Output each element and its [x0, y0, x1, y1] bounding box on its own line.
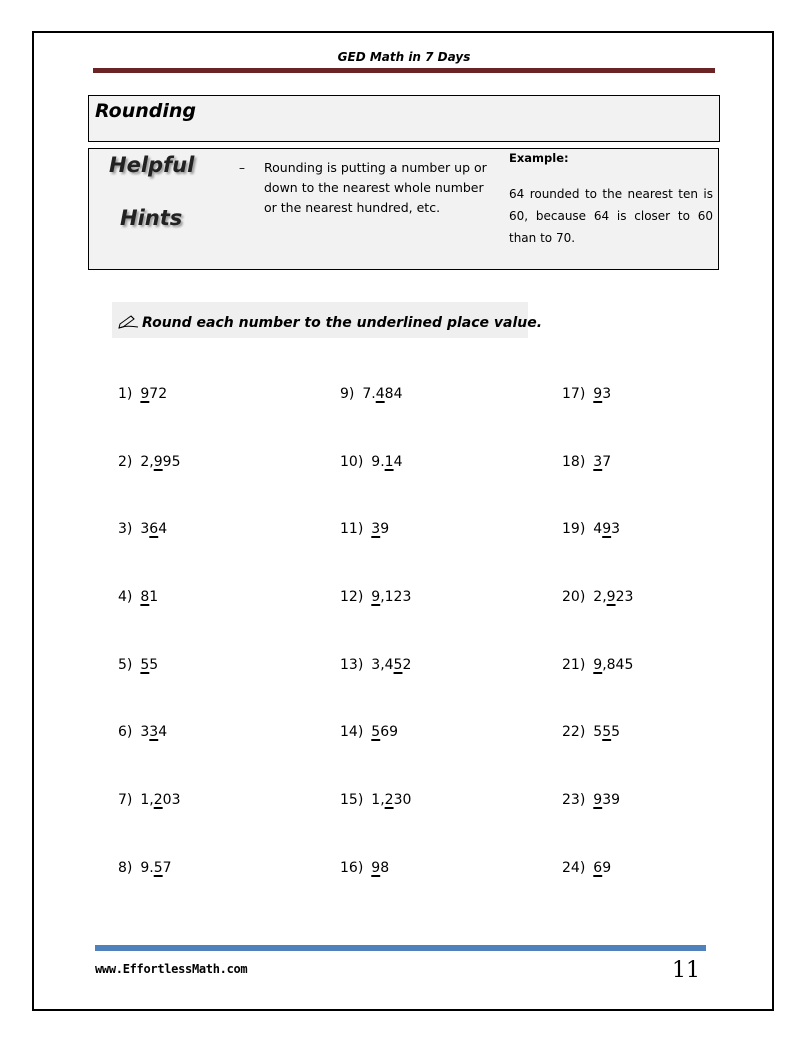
- problem-item: [562, 521, 620, 537]
- problem-number: 16): [340, 860, 364, 876]
- problem-value: [593, 724, 620, 740]
- problem-number: 4): [118, 589, 133, 605]
- underlined-digit: 5: [393, 657, 403, 673]
- value-prefix: 2,: [140, 454, 154, 470]
- problem-item: [340, 589, 411, 605]
- value-suffix: 69: [380, 724, 399, 740]
- problem-number: 19): [562, 521, 586, 537]
- problem-number: 20): [562, 589, 586, 605]
- problem-value: [371, 792, 411, 808]
- value-suffix: 23: [615, 589, 634, 605]
- problem-number: 8): [118, 860, 133, 876]
- problem-item: [340, 521, 389, 537]
- problem-item: [562, 454, 611, 470]
- value-suffix: 9: [380, 521, 390, 537]
- underlined-digit: 6: [593, 860, 603, 876]
- underlined-digit: 9: [140, 386, 150, 402]
- problem-value: [140, 386, 167, 402]
- problem-value: [140, 792, 180, 808]
- problem-value: [593, 589, 633, 605]
- value-prefix: 5: [593, 724, 603, 740]
- problem-value: [371, 589, 411, 605]
- pencil-icon: [118, 313, 140, 329]
- value-suffix: 4: [393, 454, 403, 470]
- problem-item: [340, 792, 411, 808]
- value-suffix: 8: [380, 860, 390, 876]
- problem-number: 22): [562, 724, 586, 740]
- footer-website: www.EffortlessMath.com: [95, 962, 248, 976]
- problem-value: [371, 454, 402, 470]
- problem-value: [593, 386, 611, 402]
- problem-value: [371, 724, 398, 740]
- problem-number: 1): [118, 386, 133, 402]
- underlined-digit: 3: [149, 724, 159, 740]
- problem-value: [593, 860, 611, 876]
- problem-number: 6): [118, 724, 133, 740]
- hint-text: Rounding is putting a number up or down to the nearest whole number or the nearest hundred, etc.: [264, 160, 487, 215]
- underlined-digit: 5: [371, 724, 381, 740]
- hints-title-hints: Hints: [120, 206, 183, 230]
- problem-item: [118, 792, 180, 808]
- problem-item: [118, 521, 167, 537]
- problem-value: [140, 657, 158, 673]
- problem-item: [118, 724, 167, 740]
- value-prefix: 9.: [371, 454, 385, 470]
- underlined-digit: 1: [384, 454, 394, 470]
- underlined-digit: 9: [606, 589, 616, 605]
- underlined-digit: 9: [153, 454, 163, 470]
- value-suffix: ,845: [602, 657, 634, 673]
- problem-number: 11): [340, 521, 364, 537]
- problem-value: [140, 860, 171, 876]
- problem-item: [340, 386, 402, 402]
- section-title: Rounding: [95, 100, 197, 122]
- problem-value: [371, 860, 389, 876]
- underlined-digit: 6: [149, 521, 159, 537]
- problem-value: [371, 657, 411, 673]
- problem-item: [118, 386, 167, 402]
- problem-number: 18): [562, 454, 586, 470]
- value-suffix: 4: [158, 724, 168, 740]
- problem-value: [140, 454, 180, 470]
- problem-value: [140, 589, 158, 605]
- value-prefix: 1,: [140, 792, 154, 808]
- problem-item: [118, 454, 180, 470]
- footer-rule: [95, 945, 706, 951]
- problem-value: [140, 724, 167, 740]
- value-prefix: 3: [140, 724, 150, 740]
- value-suffix: 5: [149, 657, 159, 673]
- underlined-digit: 3: [371, 521, 381, 537]
- underlined-digit: 9: [371, 860, 381, 876]
- problem-number: 17): [562, 386, 586, 402]
- value-suffix: ,123: [380, 589, 412, 605]
- problem-item: [340, 454, 402, 470]
- problem-value: [593, 792, 620, 808]
- underlined-digit: 5: [602, 724, 612, 740]
- problem-number: 13): [340, 657, 364, 673]
- problem-number: 10): [340, 454, 364, 470]
- problem-item: [118, 657, 158, 673]
- underlined-digit: 9: [593, 386, 603, 402]
- problem-value: [371, 521, 389, 537]
- problem-value: [593, 657, 633, 673]
- problem-item: [562, 724, 620, 740]
- problem-number: 15): [340, 792, 364, 808]
- underlined-digit: 9: [593, 657, 603, 673]
- problem-number: 14): [340, 724, 364, 740]
- value-suffix: 9: [602, 860, 612, 876]
- problem-item: [562, 657, 633, 673]
- example-label: Example:: [509, 151, 569, 165]
- problem-item: [118, 589, 158, 605]
- value-suffix: 72: [149, 386, 168, 402]
- hints-title-helpful: Helpful: [109, 153, 195, 177]
- problem-item: [340, 860, 389, 876]
- header-rule: [93, 68, 715, 73]
- instruction-box: [112, 302, 543, 338]
- hint-bullet: –: [239, 161, 245, 175]
- problem-number: 3): [118, 521, 133, 537]
- value-suffix: 3: [611, 521, 621, 537]
- problem-number: 7): [118, 792, 133, 808]
- header-title: GED Math in 7 Days: [337, 50, 471, 64]
- underlined-digit: 5: [140, 657, 150, 673]
- example-text: 64 rounded to the nearest ten is 60, because 64 is closer to 60 than to 70.: [509, 187, 713, 245]
- instruction-text: Round each number to the underlined place value.: [142, 315, 543, 331]
- underlined-digit: 9: [602, 521, 612, 537]
- problem-item: [340, 724, 398, 740]
- underlined-digit: 2: [153, 792, 163, 808]
- value-prefix: 1,: [371, 792, 385, 808]
- value-suffix: 5: [611, 724, 621, 740]
- problem-item: [340, 657, 411, 673]
- value-prefix: 3,4: [371, 657, 394, 673]
- value-prefix: 7.: [362, 386, 376, 402]
- problem-number: 23): [562, 792, 586, 808]
- section-box: [88, 95, 720, 142]
- problem-number: 12): [340, 589, 364, 605]
- value-suffix: 4: [158, 521, 168, 537]
- value-suffix: 03: [162, 792, 181, 808]
- problem-value: [140, 521, 167, 537]
- value-prefix: 4: [593, 521, 603, 537]
- underlined-digit: 9: [593, 792, 603, 808]
- helpful-hints-box: [88, 148, 719, 270]
- value-suffix: 95: [162, 454, 181, 470]
- problem-item: [562, 589, 633, 605]
- page-number: 11: [672, 958, 700, 983]
- value-prefix: 9.: [140, 860, 154, 876]
- problem-number: 2): [118, 454, 133, 470]
- underlined-digit: 5: [153, 860, 163, 876]
- value-suffix: 7: [162, 860, 172, 876]
- problem-item: [562, 386, 611, 402]
- value-prefix: 2,: [593, 589, 607, 605]
- problem-item: [562, 792, 620, 808]
- value-suffix: 2: [402, 657, 412, 673]
- value-prefix: 3: [140, 521, 150, 537]
- problem-number: 5): [118, 657, 133, 673]
- problem-value: [362, 386, 402, 402]
- problem-value: [593, 521, 620, 537]
- underlined-digit: 3: [593, 454, 603, 470]
- problem-value: [593, 454, 611, 470]
- problem-item: [118, 860, 172, 876]
- value-suffix: 7: [602, 454, 612, 470]
- underlined-digit: 9: [371, 589, 381, 605]
- problem-item: [562, 860, 611, 876]
- value-suffix: 30: [393, 792, 412, 808]
- value-suffix: 84: [384, 386, 403, 402]
- underlined-digit: 8: [140, 589, 150, 605]
- problem-number: 21): [562, 657, 586, 673]
- underlined-digit: 2: [384, 792, 394, 808]
- underlined-digit: 4: [375, 386, 385, 402]
- problem-number: 9): [340, 386, 355, 402]
- value-suffix: 39: [602, 792, 621, 808]
- value-suffix: 3: [602, 386, 612, 402]
- value-suffix: 1: [149, 589, 159, 605]
- problem-number: 24): [562, 860, 586, 876]
